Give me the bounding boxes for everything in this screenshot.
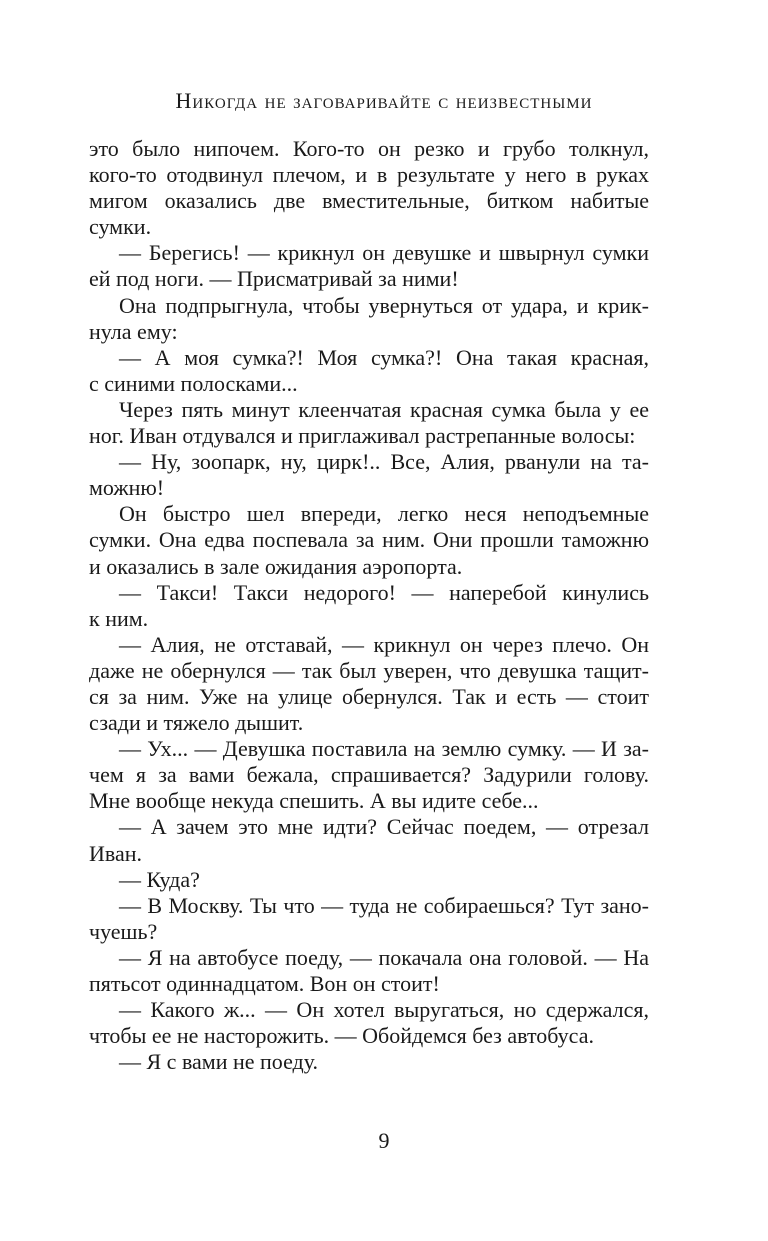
paragraph [89, 867, 649, 893]
paragraph [89, 945, 649, 997]
paragraph [89, 449, 649, 501]
text-line: — Я на автобусе поеду, — покачала она головой. — На [119, 944, 649, 970]
text-line: Иван. [89, 840, 143, 866]
paragraph [89, 240, 649, 292]
text-line: — А зачем это мне идти? Сейчас поедем, — отрезал [119, 814, 649, 840]
text-line: сзади и тяжело дышит. [89, 710, 304, 736]
text-line: и оказались в зале ожидания аэропорта. [89, 553, 463, 579]
running-title: Никогда не заговаривайте с неизвестными [175, 88, 593, 113]
text-line: — А моя сумка?! Моя сумка?! Она такая красная, [119, 344, 649, 370]
paragraph [89, 814, 649, 866]
text-line: — Какого ж... — Он хотел выругаться, но сдержался, [119, 997, 649, 1023]
paragraph [89, 997, 649, 1049]
text-line: — Куда? [119, 866, 200, 892]
paragraph [89, 893, 649, 945]
text-line: к ним. [89, 605, 149, 631]
text-line: — Алия, не отставай, — крикнул он через плечо. Он [119, 631, 649, 657]
paragraph [89, 632, 649, 736]
paragraph [89, 136, 649, 240]
text-line: кого-то отодвинул плечом, и в результате у него в руках [89, 162, 649, 188]
body-text [89, 136, 649, 1075]
text-line: ей под ноги. — Присматривай за ними! [89, 266, 459, 292]
text-line: пятьсот одиннадцатом. Вон он стоит! [89, 971, 440, 996]
text-line: — Такси! Такси недорого! — наперебой кинулись [119, 579, 649, 605]
text-line: это было нипочем. Кого-то он резко и грубо толкнул, [89, 136, 649, 161]
text-line: чтобы ее не насторожить. — Обойдемся без автобуса. [89, 1023, 594, 1049]
text-line: чуешь? [89, 918, 158, 944]
paragraph [89, 580, 649, 632]
text-line: — Берегись! — крикнул он девушке и швырнул сумки [119, 240, 649, 266]
paragraph [89, 397, 649, 449]
text-line: Он быстро шел впереди, легко неся неподъемные [119, 501, 649, 527]
text-line: даже не обернулся — так был уверен, что девушка тащит- [89, 657, 649, 683]
text-line: нула ему: [89, 318, 178, 344]
text-line: с синими полосками... [89, 370, 298, 396]
text-line: сумки. Она едва поспевала за ним. Они прошли таможню [89, 527, 649, 553]
text-line: — Я с вами не поеду. [119, 1049, 319, 1075]
text-line: Она подпрыгнула, чтобы увернуться от удара, и крик- [119, 292, 649, 318]
paragraph [89, 501, 649, 579]
paragraph [89, 293, 649, 345]
text-line: ся за ним. Уже на улице обернулся. Так и есть — стоит [89, 683, 649, 709]
text-line: — В Москву. Ты что — туда не собираешься? Тут зано- [119, 892, 649, 918]
paragraph [89, 345, 649, 397]
paragraph [89, 736, 649, 814]
text-line: — Ух... — Девушка поставила на землю сумку. — И за- [119, 736, 649, 762]
text-line: — Ну, зоопарк, ну, цирк!.. Все, Алия, рванули на та- [119, 449, 649, 475]
text-line: Мне вообще некуда спешить. А вы идите себе... [89, 788, 539, 814]
text-line: ног. Иван отдувался и приглаживал растрепанные волосы: [89, 423, 636, 449]
text-line: мигом оказались две вместительные, битком набитые [89, 188, 649, 214]
text-line: Через пять минут клеенчатая красная сумка была у ее [119, 396, 649, 422]
text-line: чем я за вами бежала, спрашивается? Задурили голову. [89, 762, 649, 788]
page-number: 9 [378, 1128, 390, 1153]
text-line: сумки. [89, 214, 152, 240]
text-line: можню! [89, 475, 165, 501]
paragraph [89, 1049, 649, 1075]
